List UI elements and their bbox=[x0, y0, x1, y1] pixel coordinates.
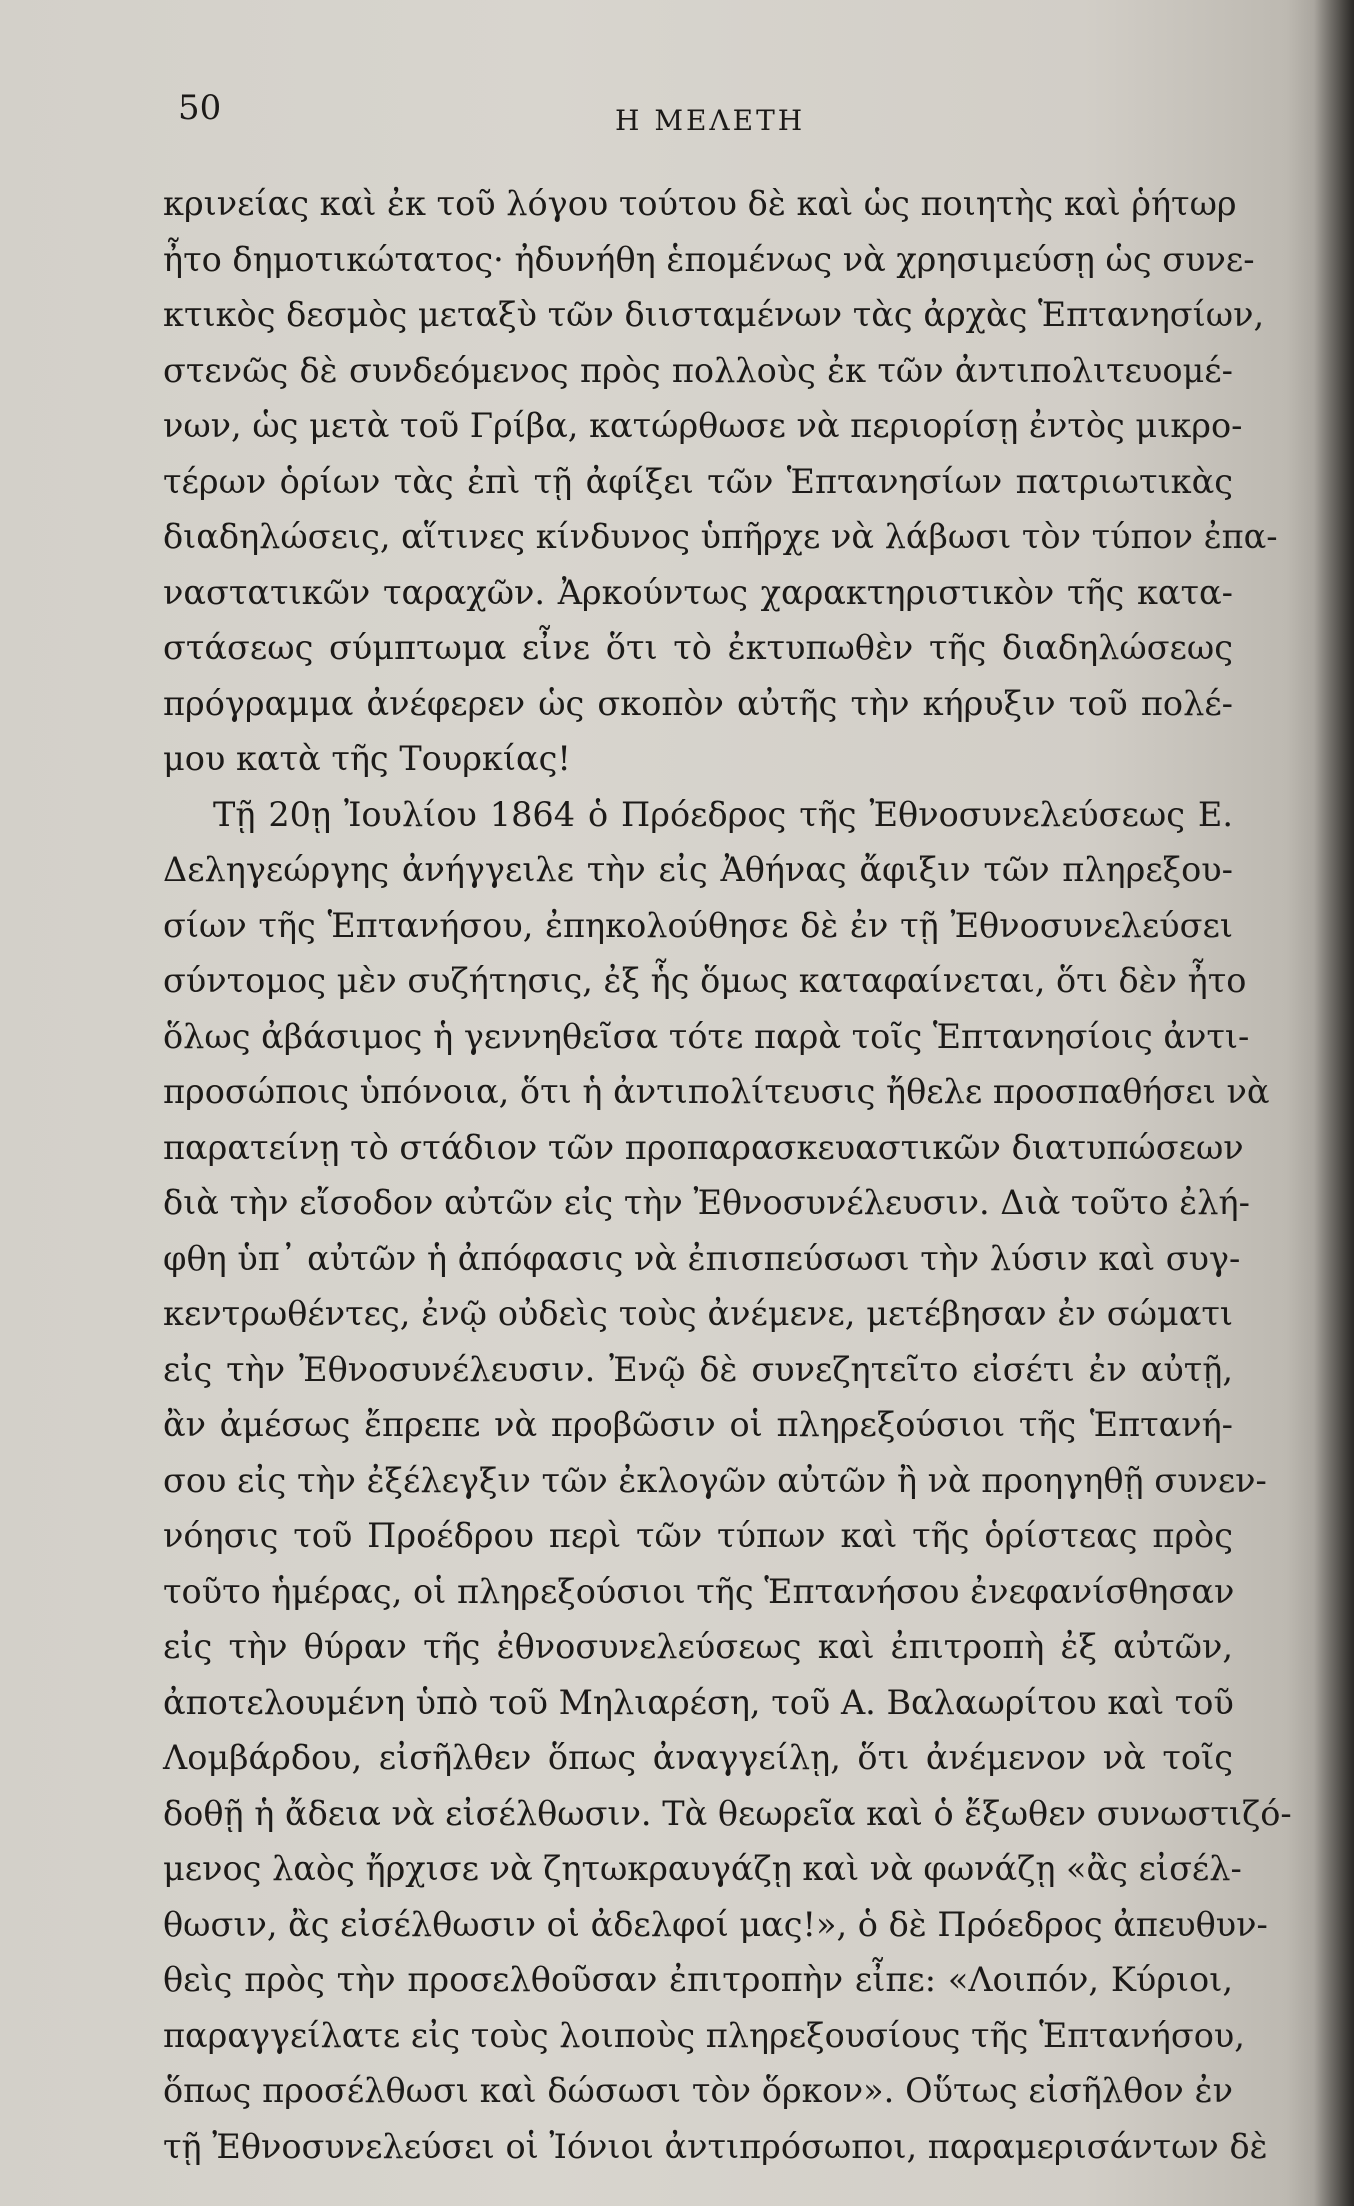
text-line: πρόγραμμα ἀνέφερεν ὡς σκοπὸν αὐτῆς τὴν κήρυξιν τοῦ πολέ- bbox=[163, 683, 1233, 723]
text-line: μου κατὰ τῆς Τουρκίας! bbox=[163, 739, 571, 778]
text-line: Δεληγεώργης ἀνήγγειλε τὴν εἰς Ἀθήνας ἄφιξιν τῶν πληρεξου- bbox=[163, 850, 1233, 889]
text-line: θωσιν, ἂς εἰσέλθωσιν οἱ ἀδελφοί μας!», ὁ δὲ Πρόεδρος ἀπευθυν- bbox=[163, 1904, 1268, 1944]
paragraph-start-line: Τῇ 20ῃ Ἰουλίου 1864 ὁ Πρόεδρος τῆς Ἐθνοσυνελεύσεως Ε. bbox=[213, 794, 1233, 834]
text-line: φθη ὑπ᾽ αὐτῶν ἡ ἀπόφασις νὰ ἐπισπεύσωσι τὴν λύσιν καὶ συγ- bbox=[163, 1238, 1241, 1278]
running-title: Η ΜΕΛΕΤΗ bbox=[615, 104, 806, 137]
text-line: κρινείας καὶ ἐκ τοῦ λόγου τούτου δὲ καὶ ὡς ποιητὴς καὶ ῥήτωρ bbox=[163, 184, 1237, 223]
text-line: σύντομος μὲν συζήτησις, ἐξ ἧς ὅμως καταφαίνεται, ὅτι δὲν ἦτο bbox=[163, 961, 1247, 1000]
text-line: διὰ τὴν εἴσοδον αὐτῶν εἰς τὴν Ἐθνοσυνέλευσιν. Διὰ τοῦτο ἐλή- bbox=[163, 1183, 1250, 1222]
text-line: νων, ὡς μετὰ τοῦ Γρίβα, κατώρθωσε νὰ περιορίσῃ ἐντὸς μικρο- bbox=[163, 406, 1243, 445]
text-line: κεντρωθέντες, ἐνῷ οὐδεὶς τοὺς ἀνέμενε, μετέβησαν ἐν σώματι bbox=[163, 1294, 1233, 1333]
text-line: ὅλως ἀβάσιμος ἡ γεννηθεῖσα τότε παρὰ τοῖς Ἑπτανησίοις ἀντι- bbox=[163, 1016, 1250, 1056]
text-line: τοῦτο ἡμέρας, οἱ πληρεξούσιοι τῆς Ἑπτανήσου ἐνεφανίσθησαν bbox=[163, 1571, 1235, 1611]
text-line: ναστατικῶν ταραχῶν. Ἀρκούντως χαρακτηριστικὸν τῆς κατα- bbox=[163, 572, 1233, 612]
text-line: στάσεως σύμπτωμα εἶνε ὅτι τὸ ἐκτυπωθὲν τῆς διαδηλώσεως bbox=[163, 628, 1233, 667]
text-line: ἀποτελουμένη ὑπὸ τοῦ Μηλιαρέση, τοῦ Α. Βαλαωρίτου καὶ τοῦ bbox=[163, 1682, 1234, 1722]
text-line: διαδηλώσεις, αἵτινες κίνδυνος ὑπῆρχε νὰ λάβωσι τὸν τύπον ἐπα- bbox=[163, 517, 1278, 556]
text-line: δοθῇ ἡ ἄδεια νὰ εἰσέλθωσιν. Τὰ θεωρεῖα καὶ ὁ ἔξωθεν συνωστιζό- bbox=[163, 1793, 1292, 1833]
text-line: κτικὸς δεσμὸς μεταξὺ τῶν διισταμένων τὰς ἀρχὰς Ἑπτανησίων, bbox=[163, 295, 1265, 334]
text-line: νόησις τοῦ Προέδρου περὶ τῶν τύπων καὶ τῆς ὁρίστεας πρὸς bbox=[163, 1516, 1233, 1555]
text-line: εἰς τὴν Ἐθνοσυνέλευσιν. Ἐνῷ δὲ συνεζητεῖτο εἰσέτι ἐν αὐτῇ, bbox=[163, 1349, 1233, 1389]
text-line: ὅπως προσέλθωσι καὶ δώσωσι τὸν ὅρκον». Οὕτως εἰσῆλθον ἐν bbox=[163, 2071, 1233, 2110]
text-line: σου εἰς τὴν ἐξέλεγξιν τῶν ἐκλογῶν αὐτῶν ἢ νὰ προηγηθῇ συνεν- bbox=[163, 1460, 1267, 1500]
text-line: στενῶς δὲ συνδεόμενος πρὸς πολλοὺς ἐκ τῶν ἀντιπολιτευομέ- bbox=[163, 350, 1233, 390]
text-line: θεὶς πρὸς τὴν προσελθοῦσαν ἐπιτροπὴν εἶπε: «Λοιπόν, Κύριοι, bbox=[163, 1960, 1233, 1999]
text-line: Λομβάρδου, εἰσῆλθεν ὅπως ἀναγγείλῃ, ὅτι ἀνέμενον νὰ τοῖς bbox=[163, 1738, 1233, 1777]
text-line: μενος λαὸς ἤρχισε νὰ ζητωκραυγάζῃ καὶ νὰ φωνάζῃ «ἂς εἰσέλ- bbox=[163, 1849, 1242, 1888]
page-number: 50 bbox=[178, 88, 222, 128]
text-line: εἰς τὴν θύραν τῆς ἐθνοσυνελεύσεως καὶ ἐπιτροπὴ ἐξ αὐτῶν, bbox=[163, 1627, 1233, 1666]
body-text bbox=[163, 176, 1292, 2174]
text-line: ἂν ἀμέσως ἔπρεπε νὰ προβῶσιν οἱ πληρεξούσιοι τῆς Ἑπτανή- bbox=[163, 1405, 1233, 1444]
text-line: παραγγείλατε εἰς τοὺς λοιποὺς πληρεξουσίους τῆς Ἑπτανήσου, bbox=[163, 2015, 1245, 2055]
text-line: ἦτο δημοτικώτατος· ἠδυνήθη ἑπομένως νὰ χρησιμεύσῃ ὡς συνε- bbox=[163, 239, 1255, 279]
text-line: παρατείνῃ τὸ στάδιον τῶν προπαρασκευαστικῶν διατυπώσεων bbox=[163, 1127, 1244, 1167]
page-edge-shadow bbox=[1314, 0, 1354, 2206]
text-line: σίων τῆς Ἑπτανήσου, ἐπηκολούθησε δὲ ἐν τῇ Ἐθνοσυνελεύσει bbox=[163, 905, 1233, 945]
text-line: τέρων ὁρίων τὰς ἐπὶ τῇ ἀφίξει τῶν Ἑπτανησίων πατριωτικὰς bbox=[163, 461, 1233, 501]
text-line: προσώποις ὑπόνοια, ὅτι ἡ ἀντιπολίτευσις ἤθελε προσπαθήσει νὰ bbox=[163, 1072, 1270, 1111]
text-line: τῇ Ἐθνοσυνελεύσει οἱ Ἰόνιοι ἀντιπρόσωποι, παραμερισάντων δὲ bbox=[163, 2126, 1268, 2166]
